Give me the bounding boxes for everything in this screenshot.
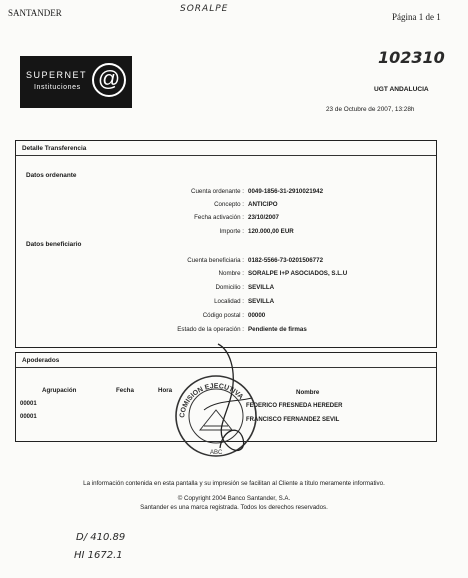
footer-copyright: © Copyright 2004 Banco Santander, S.A. [177, 495, 291, 502]
field-value: 0182-5566-73-0201506772 [248, 257, 324, 264]
transfer-title: Detalle Transferencia [22, 145, 87, 152]
field-value: 23/10/2007 [248, 214, 279, 221]
footer-trademark: Santander es una marca registrada. Todos los derechos reservados. [140, 504, 328, 511]
column-header-agrupacion: Agrupación [42, 387, 77, 394]
field-label: Fecha activación : [194, 214, 244, 221]
handwritten-note-1: D/ 410.89 [76, 532, 126, 543]
logo-line1: SUPERNET [26, 70, 88, 80]
field-value: SEVILLA [248, 298, 275, 305]
supernet-logo [20, 56, 132, 108]
stamp-text-top: COMISION EJECUTIVA [179, 382, 245, 419]
organization-name: UGT ANDALUCIA [374, 86, 429, 93]
column-header-hora: Hora [158, 387, 173, 394]
field-value: SEVILLA [248, 284, 275, 291]
field-value: 120.000,00 EUR [248, 228, 294, 235]
handwritten-annotation-top: SORALPE [180, 4, 229, 14]
column-header-nombre: Nombre [296, 389, 320, 396]
field-label: Localidad : [214, 298, 244, 305]
reference-number: 102310 [378, 48, 445, 67]
report-datetime: 23 de Octubre de 2007, 13:28h [326, 106, 415, 113]
field-label: Importe : [219, 228, 244, 235]
table-cell-grupo: 00001 [20, 401, 37, 407]
operation-status: Pendiente de firmas [248, 326, 307, 333]
field-value: 00000 [248, 312, 266, 319]
field-label: Concepto : [214, 201, 244, 208]
signature-scribble [196, 340, 266, 470]
ordenante-heading: Datos ordenante [26, 172, 77, 179]
apoderados-title: Apoderados [22, 357, 60, 364]
bank-name: SANTANDER [8, 8, 62, 18]
transfer-detail-box [15, 140, 437, 348]
field-value: 0049-1856-31-2910021942 [248, 188, 324, 195]
field-value: SORALPE I+P ASOCIADOS, S.L.U [248, 270, 348, 277]
at-symbol-icon: @ [92, 63, 126, 97]
logo-line2: Instituciones [34, 84, 81, 91]
beneficiario-heading: Datos beneficiario [26, 241, 82, 248]
table-cell-grupo: 00001 [20, 414, 37, 420]
column-header-fecha: Fecha [116, 387, 134, 394]
field-label: Cuenta ordenante : [191, 188, 244, 195]
table-cell-nombre: FEDERICO FRESNEDA HEREDER [246, 403, 343, 409]
footer-disclaimer: La información contenida en esta pantalla y su impresión se facilitan al Cliente a título meramente informativo. [83, 480, 385, 487]
table-cell-nombre: FRANCISCO FERNANDEZ SEVIL [246, 417, 340, 423]
field-label: Nombre : [218, 270, 244, 277]
field-value: ANTICIPO [248, 201, 278, 208]
field-label: Cuenta beneficiaria : [187, 257, 244, 264]
handwritten-note-2: HI 1672.1 [74, 550, 123, 561]
field-label: Domicilio : [215, 284, 244, 291]
field-label: Estado de la operación : [177, 326, 244, 333]
page-number: Página 1 de 1 [392, 12, 441, 22]
field-label: Código postal : [202, 312, 244, 319]
stamp-text-bottom: ABC [210, 450, 223, 456]
